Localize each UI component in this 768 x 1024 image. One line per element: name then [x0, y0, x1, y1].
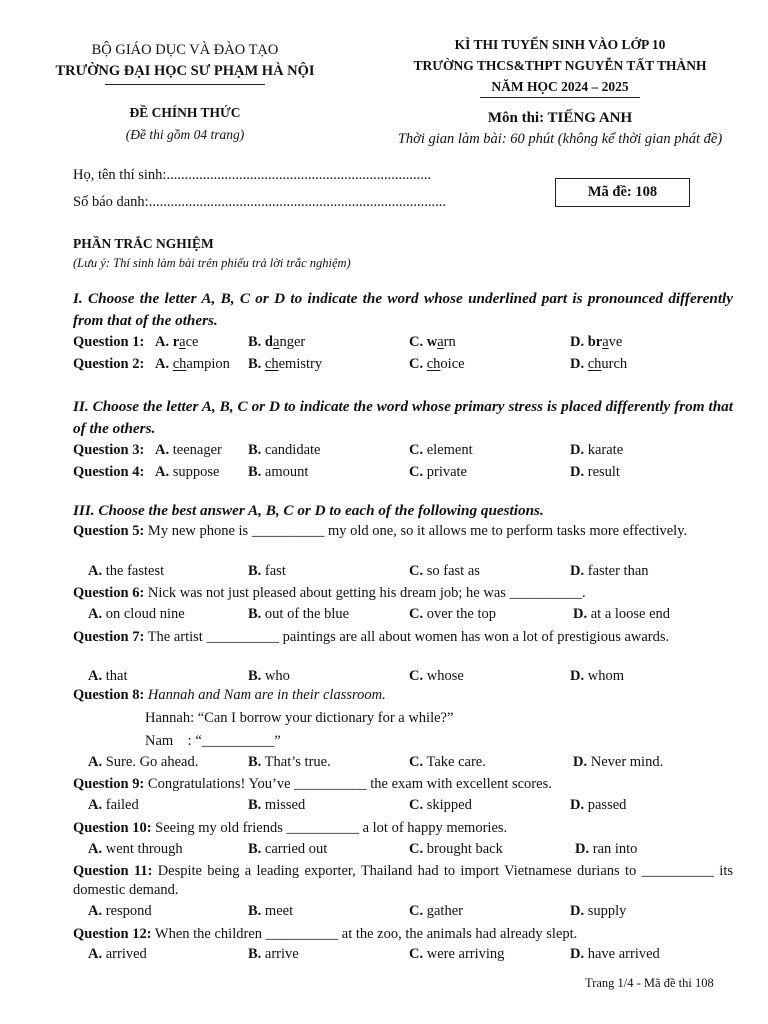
question-2 — [73, 356, 733, 376]
question-11-options — [73, 903, 733, 923]
option-b: B. amount — [248, 464, 309, 480]
question-11-stem — [73, 862, 733, 900]
school-name: TRƯỜNG THCS&THPT NGUYỄN TẤT THÀNH — [413, 58, 707, 73]
question-label: Question 11: — [73, 863, 153, 879]
question-1 — [73, 334, 733, 354]
header-left-rule — [105, 84, 265, 85]
question-9-options — [73, 797, 733, 817]
question-text: The artist __________ paintings are all about women has won a lot of prestigious awards. — [144, 629, 670, 645]
question-text: Seeing my old friends __________ a lot of happy memories. — [151, 820, 508, 836]
option-d: D. result — [570, 464, 620, 480]
question-6-stem — [73, 584, 733, 603]
question-label: Question 7: — [73, 629, 145, 645]
question-5-stem — [73, 522, 733, 541]
option-d: D. faster than — [570, 563, 649, 579]
option-a: A. suppose — [155, 464, 220, 480]
option-a: A. champion — [155, 356, 230, 372]
option-b: B. That’s true. — [248, 754, 331, 770]
question-12-options — [73, 946, 733, 966]
question-text: When the children __________ at the zoo, the animals had already slept. — [151, 926, 578, 942]
option-a: A. went through — [88, 841, 183, 857]
option-c: C. skipped — [409, 797, 472, 813]
option-a: A. arrived — [88, 946, 147, 962]
question-text: My new phone is __________ my old one, so it allows me to perform tasks more effectively. — [144, 523, 688, 539]
option-a: A. failed — [88, 797, 139, 813]
option-b: B. fast — [248, 563, 286, 579]
question-label: Question 3: — [73, 442, 145, 458]
option-c: C. brought back — [409, 841, 503, 857]
time-note: Thời gian làm bài: 60 phút (không kể thời gian phát đề) — [397, 131, 723, 147]
question-label: Question 10: — [73, 820, 152, 836]
option-a: A. Sure. Go ahead. — [88, 754, 199, 770]
option-a: A. that — [88, 668, 128, 684]
option-c: C. whose — [409, 668, 464, 684]
option-d: D. at a loose end — [573, 606, 671, 622]
option-c: C. private — [409, 464, 467, 480]
exam-title: KÌ THI TUYỂN SINH VÀO LỚP 10 — [454, 37, 666, 52]
question-label: Question 9: — [73, 776, 145, 792]
option-c: C. choice — [409, 356, 465, 372]
option-d: D. brave — [570, 334, 623, 350]
option-c: C. over the top — [409, 606, 496, 622]
option-d: D. have arrived — [570, 946, 660, 962]
option-d: D. ran into — [575, 841, 638, 857]
option-d: D. Never mind. — [573, 754, 664, 770]
question-label: Question 4: — [73, 464, 145, 480]
question-label: Question 1: — [73, 334, 145, 350]
question-text: Nick was not just pleased about getting his dream job; he was __________. — [144, 585, 586, 601]
question-8-stem — [73, 686, 733, 705]
question-label: Question 8: — [73, 687, 145, 703]
id-field: Số báo danh:.................................................................................. — [73, 194, 446, 210]
option-a: A. respond — [88, 903, 152, 919]
option-c: C. so fast as — [409, 563, 480, 579]
subject-title: Môn thi: TIẾNG ANH — [487, 110, 633, 126]
option-b: B. chemistry — [248, 356, 323, 372]
question-label: Question 2: — [73, 356, 145, 372]
option-a: A. on cloud nine — [88, 606, 185, 622]
option-c: C. were arriving — [409, 946, 505, 962]
page-footer: Trang 1/4 - Mã đề thi 108 — [585, 976, 714, 990]
part-title: PHẦN TRẮC NGHIỆM — [73, 236, 214, 251]
option-c: C. element — [409, 442, 473, 458]
header-right-rule — [480, 97, 640, 98]
option-d: D. supply — [570, 903, 627, 919]
question-9-stem — [73, 775, 733, 794]
option-b: B. who — [248, 668, 290, 684]
question-3 — [73, 442, 733, 462]
header-right — [360, 34, 760, 148]
option-b: B. arrive — [248, 946, 299, 962]
option-c: C. gather — [409, 903, 463, 919]
option-d: D. passed — [570, 797, 627, 813]
option-b: B. out of the blue — [248, 606, 350, 622]
option-b: B. meet — [248, 903, 294, 919]
question-7-options — [73, 668, 733, 688]
question-label: Question 12: — [73, 926, 152, 942]
name-field: Họ, tên thí sinh:......................................................................... — [73, 167, 432, 183]
school-year: NĂM HỌC 2024 – 2025 — [491, 79, 629, 94]
option-c: C. Take care. — [409, 754, 486, 770]
option-b: B. carried out — [248, 841, 328, 857]
part-note: (Lưu ý: Thí sinh làm bài trên phiếu trả lời trắc nghiệm) — [73, 256, 351, 270]
section-1-instruction: I. Choose the letter A, B, C or D to indicate the word whose underlined part is pronounced differently from that of the others. — [73, 290, 733, 329]
dialogue-line-2: Nam : “__________” — [145, 733, 281, 749]
option-d: D. whom — [570, 668, 624, 684]
option-a: A. teenager — [155, 442, 222, 458]
question-10-options — [73, 841, 733, 861]
dialogue-line-1: Hannah: “Can I borrow your dictionary for a while?” — [145, 710, 454, 726]
option-a: A. race — [155, 334, 199, 350]
question-10-stem — [73, 819, 733, 838]
section-2-instruction: II. Choose the letter A, B, C or D to indicate the word whose primary stress is placed differently from that of the others. — [73, 398, 733, 437]
question-text: Despite being a leading exporter, Thailand had to import Vietnamese durians to __________ its domestic demand. — [73, 863, 733, 898]
university-name: TRƯỜNG ĐẠI HỌC SƯ PHẠM HÀ NỘI — [55, 63, 315, 79]
header-left — [40, 40, 330, 143]
official-label: ĐỀ CHÍNH THỨC — [129, 105, 241, 120]
question-text: Hannah and Nam are in their classroom. — [144, 687, 386, 703]
question-12-stem — [73, 925, 733, 944]
pages-note: (Đề thi gồm 04 trang) — [125, 127, 245, 142]
option-b: B. candidate — [248, 442, 321, 458]
ministry-name: BỘ GIÁO DỤC VÀ ĐÀO TẠO — [91, 42, 279, 58]
question-5-options — [73, 563, 733, 583]
option-a: A. the fastest — [88, 563, 165, 579]
option-b: B. missed — [248, 797, 306, 813]
option-d: D. karate — [570, 442, 624, 458]
question-8-options — [73, 754, 733, 774]
option-c: C. warn — [409, 334, 456, 350]
question-label: Question 6: — [73, 585, 145, 601]
question-6-options — [73, 606, 733, 626]
question-text: Congratulations! You’ve __________ the exam with excellent scores. — [144, 776, 552, 792]
option-d: D. church — [570, 356, 628, 372]
question-4 — [73, 464, 733, 484]
section-3-instruction: III. Choose the best answer A, B, C or D to each of the following questions. — [73, 502, 544, 519]
question-label: Question 5: — [73, 523, 145, 539]
exam-code-box: Mã đề: 108 — [555, 178, 690, 207]
option-b: B. danger — [248, 334, 306, 350]
question-7-stem — [73, 628, 733, 647]
